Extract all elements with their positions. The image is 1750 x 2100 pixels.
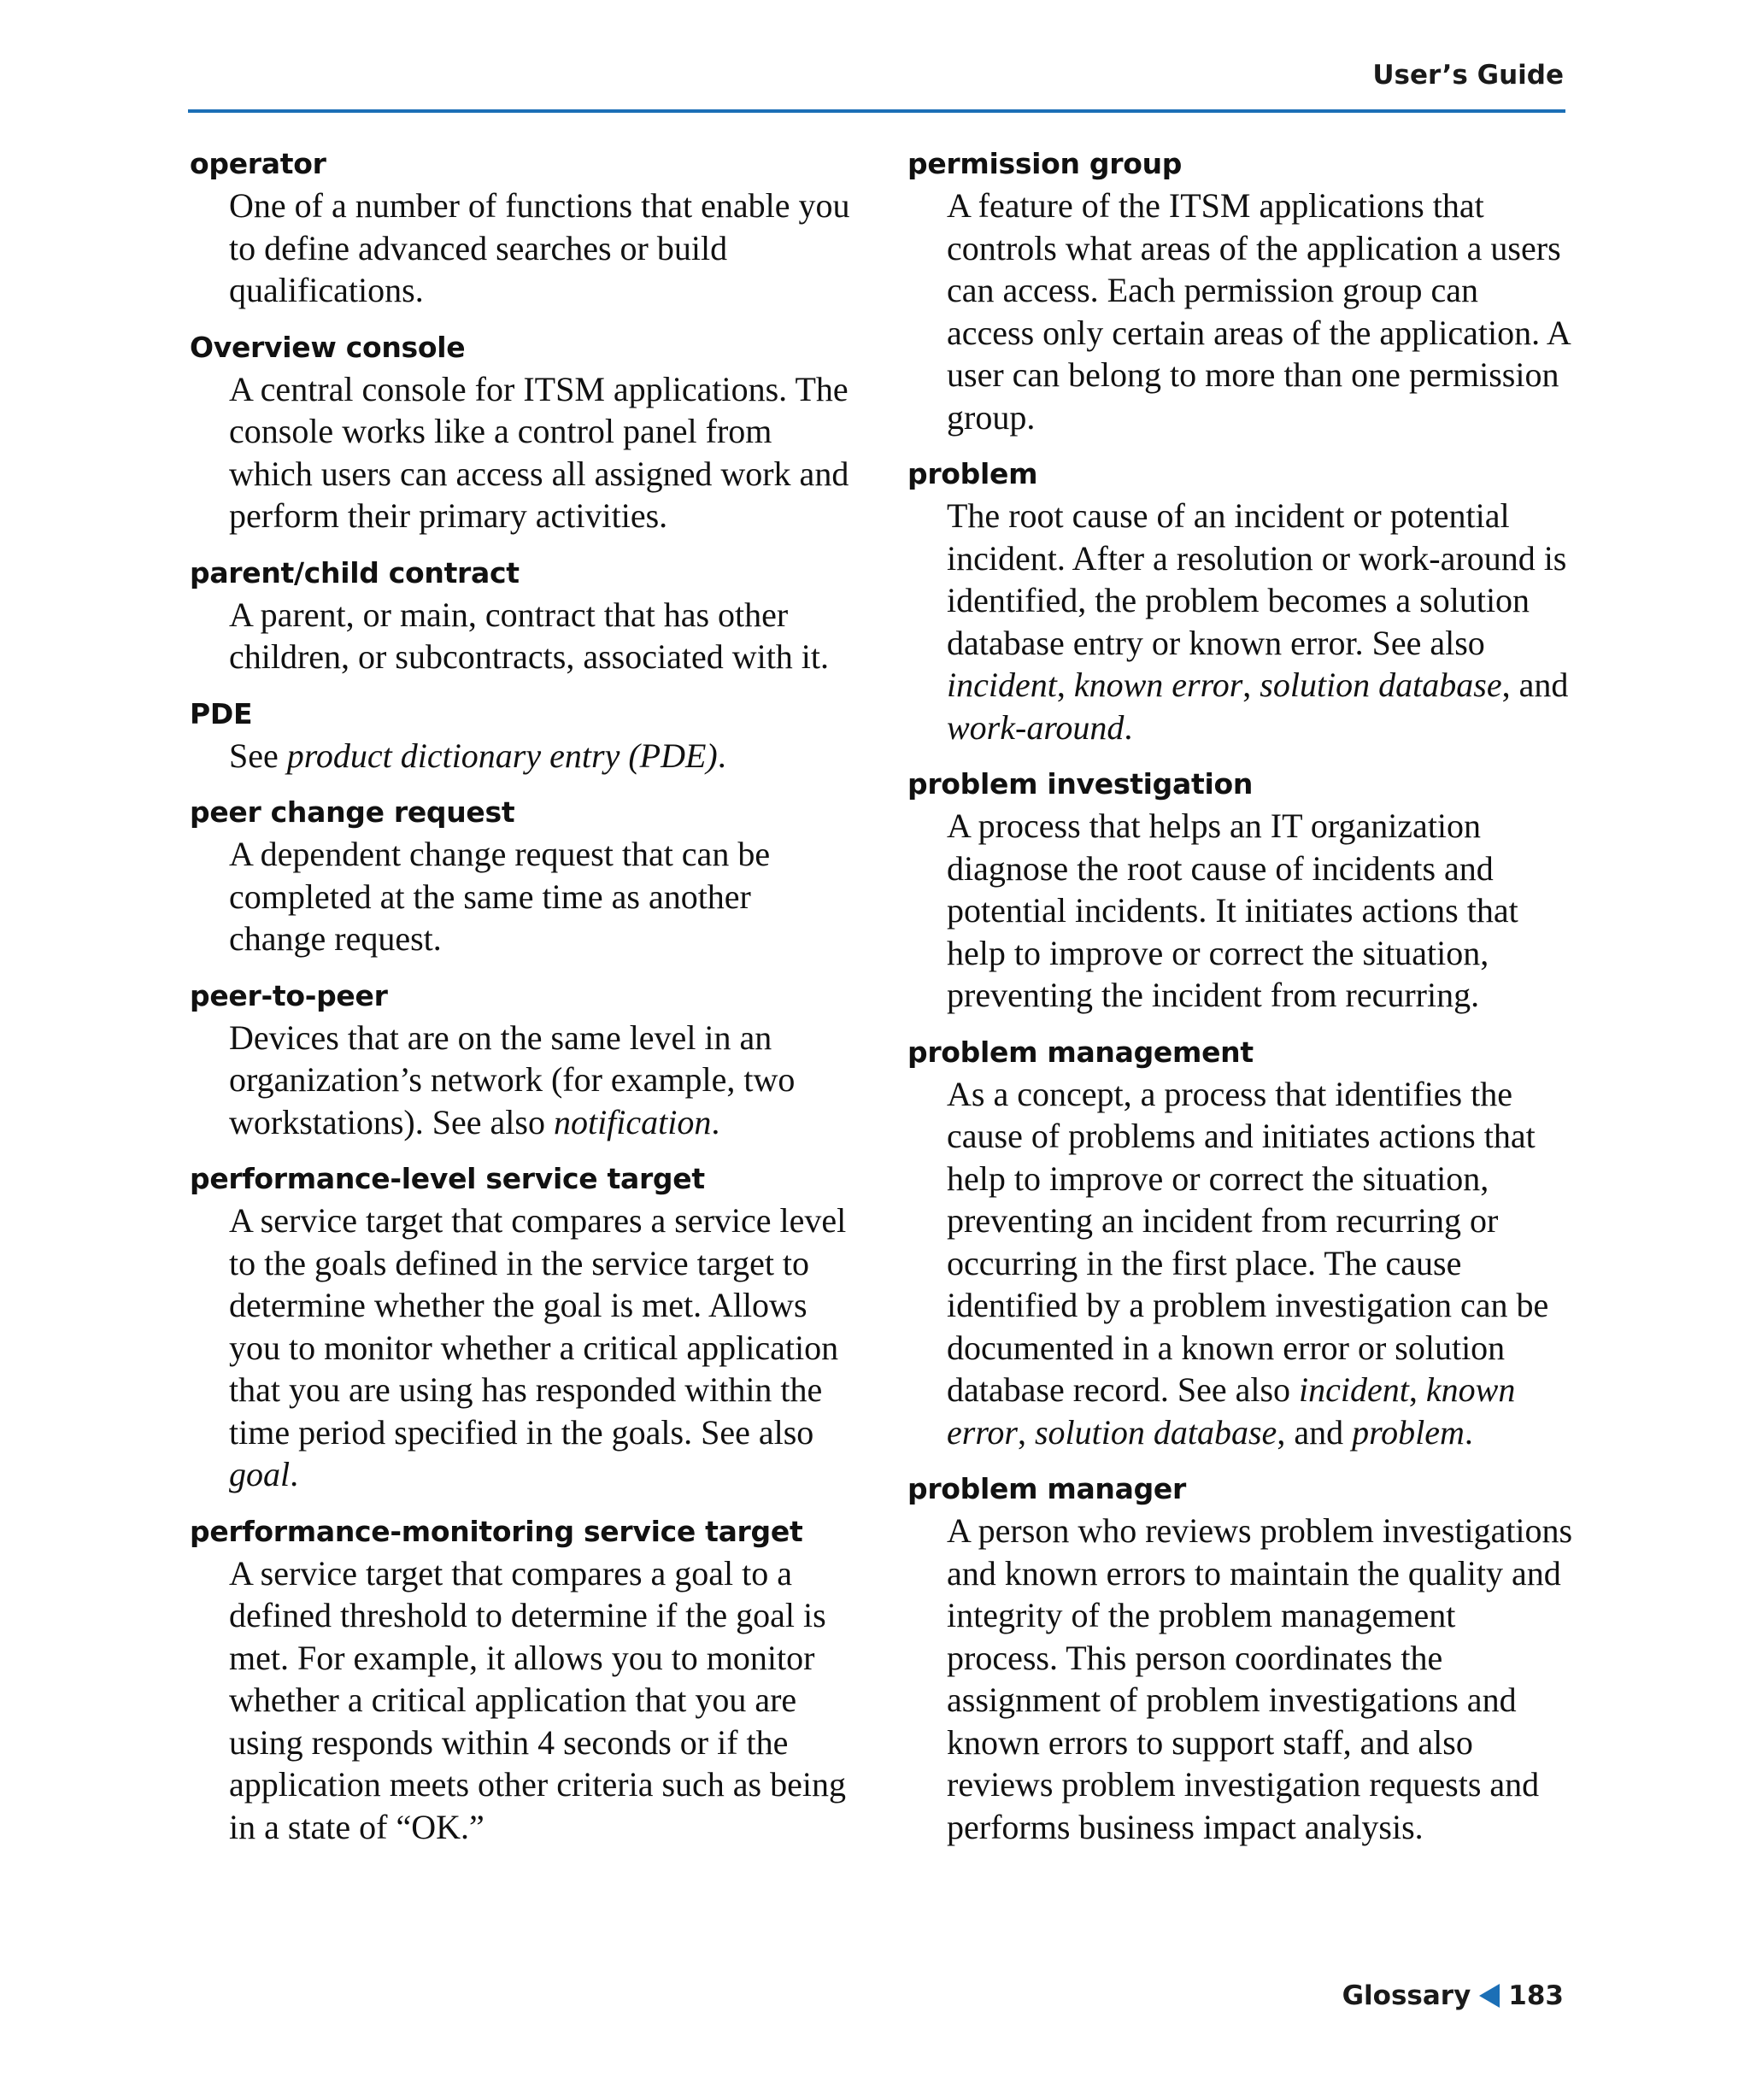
glossary-definition [907, 1073, 1574, 1454]
definition-text: , [1056, 666, 1074, 704]
glossary-definition [190, 1017, 856, 1144]
definition-text: The root cause of an incident or potential incident. After a resolution or work-around is identified, the problem becomes a solution database entry or known error. See also [947, 496, 1567, 662]
glossary-entry [907, 1469, 1574, 1848]
definition-text: , [1408, 1370, 1426, 1409]
glossary-definition [190, 368, 856, 537]
definition-text: . [290, 1455, 299, 1493]
definition-text: Devices that are on the same level in an organization’s network (for example, two workstations). See also [229, 1018, 796, 1141]
glossary-entry [190, 553, 856, 678]
cross-reference: work-around [947, 707, 1125, 747]
definition-text: A feature of the ITSM applications that controls what areas of the application a users can access. Each permission group can access only certain areas of the application. A user can belong to more than one permission group. [947, 186, 1570, 437]
glossary-definition [907, 185, 1574, 438]
glossary-term: performance-level service target [190, 1162, 705, 1195]
definition-text: A parent, or main, contract that has other children, or subcontracts, associated with it. [229, 595, 830, 676]
definition-text: A service target that compares a goal to a defined threshold to determine if the goal is met. For example, it allows you to monitor whether a critical application that you are using responds within 4 seconds or if the application meets other criteria such as being in a state of “OK.” [229, 1553, 846, 1846]
glossary-definition [907, 805, 1574, 1017]
page-footer [1342, 1980, 1564, 2011]
glossary-definition [190, 1200, 856, 1496]
definition-text: A central console for ITSM applications. The console works like a control panel from which users can access all assigned work and perform their primary activities. [229, 369, 849, 535]
glossary-column-left [190, 144, 856, 1863]
glossary-entry [190, 1511, 856, 1849]
definition-text: A person who reviews problem investigations and known errors to maintain the quality and integrity of the problem management process. This person coordinates the assignment of problem investigations and known errors to support staff, and also reviews problem investigation requests and performs business impact analysis. [947, 1511, 1573, 1846]
definition-text: A service target that compares a service level to the goals defined in the service target to determine whether the goal is met. Allows you to monitor whether a critical application that you are using has responded within the time period specified in the goals. See also [229, 1201, 847, 1452]
glossary-term: problem investigation [907, 767, 1254, 801]
definition-text: . [1464, 1412, 1473, 1452]
glossary-entry [190, 792, 856, 960]
glossary-definition [907, 1510, 1574, 1848]
cross-reference: incident [947, 666, 1057, 704]
definition-text: A process that helps an IT organization diagnose the root cause of incidents and potential incidents. It initiates actions that help to improve or correct the situation, preventing the incident from recurring. [947, 807, 1518, 1014]
glossary-entry [907, 144, 1574, 438]
glossary-term: problem management [907, 1035, 1254, 1069]
running-header: User’s Guide [1372, 60, 1564, 91]
definition-text: . [717, 736, 726, 775]
page-number: 183 [1508, 1980, 1564, 2011]
cross-reference: goal [229, 1455, 291, 1493]
definition-text: As a concept, a process that identifies the cause of problems and initiates actions that help to improve or correct the situation, preventing an incident from recurring or occurring in the first place. The cause identified by a problem investigation can be documented in a known error or solution database record. See also [947, 1074, 1549, 1409]
glossary-term: peer change request [190, 795, 515, 829]
glossary-entry [190, 144, 856, 312]
glossary-term: operator [190, 147, 326, 180]
glossary-entry [907, 1032, 1574, 1454]
definition-text: . [711, 1102, 720, 1141]
glossary-definition [190, 1552, 856, 1849]
cross-reference: problem [1352, 1412, 1465, 1452]
cross-reference: notification [553, 1102, 712, 1141]
header-rule [188, 109, 1565, 113]
cross-reference: product dictionary entry (PDE) [286, 736, 718, 775]
cross-reference: solution database [1260, 666, 1502, 704]
glossary-entry [907, 764, 1574, 1017]
footer-section: Glossary [1342, 1980, 1471, 2011]
glossary-entry [190, 1159, 856, 1496]
definition-text: See [229, 736, 287, 775]
cross-reference: solution database [1034, 1412, 1277, 1452]
glossary-definition [190, 594, 856, 678]
glossary-term: problem [907, 457, 1038, 490]
definition-text: . [1124, 707, 1133, 747]
glossary-definition [190, 735, 856, 777]
definition-text: , and [1277, 1412, 1353, 1452]
glossary-definition [190, 833, 856, 960]
definition-text: , [1242, 666, 1260, 704]
glossary-definition [190, 185, 856, 312]
cross-reference: incident [1299, 1370, 1409, 1409]
glossary-entry [190, 327, 856, 537]
glossary-term: parent/child contract [190, 555, 520, 590]
definition-text: One of a number of functions that enable you to define advanced searches or build qualifications. [229, 186, 850, 309]
glossary-column-right [907, 144, 1574, 1863]
cross-reference: known error [1073, 666, 1243, 704]
glossary-entry [907, 454, 1574, 748]
definition-text: , [1017, 1412, 1035, 1452]
definition-text: A dependent change request that can be completed at the same time as another change request. [229, 835, 771, 958]
glossary-term: PDE [190, 696, 253, 730]
glossary-entry [190, 976, 856, 1144]
glossary-entry [190, 694, 856, 777]
glossary-term: Overview console [190, 330, 466, 364]
glossary-term: performance-monitoring service target [190, 1514, 803, 1548]
glossary-term: permission group [907, 147, 1183, 180]
glossary-term: peer-to-peer [190, 978, 388, 1012]
definition-text: , and [1501, 666, 1569, 704]
cross-reference: known error [947, 1370, 1516, 1452]
left-arrow-icon [1479, 1984, 1500, 2008]
glossary-term: problem manager [907, 1472, 1186, 1505]
glossary-definition [907, 495, 1574, 748]
